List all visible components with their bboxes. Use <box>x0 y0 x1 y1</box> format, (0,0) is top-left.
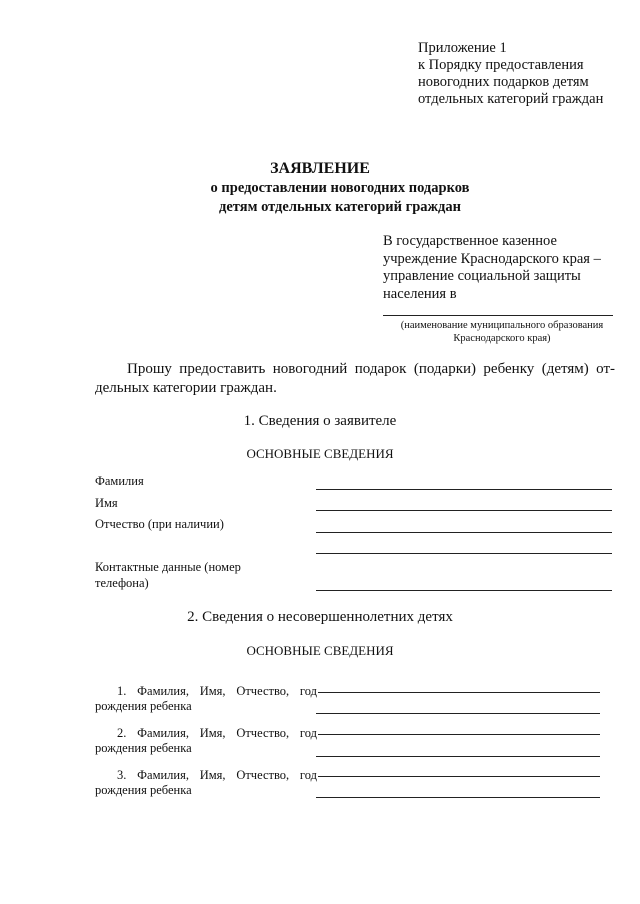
appendix-line: отдельных категорий граждан <box>418 91 604 107</box>
child-3-field-line-2[interactable] <box>316 797 600 798</box>
child-3-label <box>95 768 317 798</box>
recipient-line: управление социальной защиты <box>383 268 581 284</box>
child-label-line: рождения ребенка <box>95 699 192 713</box>
municipality-field-line[interactable] <box>383 315 613 316</box>
recipient-block <box>383 233 633 303</box>
appendix-line: новогодних подарков детям <box>418 74 589 90</box>
child-2-field-line[interactable] <box>318 734 600 735</box>
section1-heading: 1. Сведения о заявителе <box>243 413 397 429</box>
recipient-line: В государственное казенное <box>383 233 557 249</box>
name-label: Имя <box>95 496 118 510</box>
document-title: ЗАЯВЛЕНИЕ <box>270 160 370 177</box>
appendix-line: к Порядку предоставления <box>418 57 584 73</box>
child-label-line: рождения ребенка <box>95 783 192 797</box>
caption-line: (наименование муниципального образования <box>400 320 604 331</box>
name-field-line[interactable] <box>316 510 612 511</box>
child-1-label <box>95 684 317 714</box>
section2-heading: 2. Сведения о несовершеннолетних детях <box>187 609 453 625</box>
recipient-line: учреждение Краснодарского края – <box>383 250 601 267</box>
recipient-line: населения в <box>383 285 457 302</box>
child-label-line: 2. Фамилия, Имя, Отчество, год <box>117 726 317 740</box>
document-subtitle-line1: о предоставлении новогодних подарков <box>210 180 470 196</box>
caption-line: Краснодарского края) <box>453 333 551 344</box>
request-line: Прошу предоставить новогодний подарок (подарки) ребенку (детям) от- <box>127 361 615 377</box>
contact-label-line: телефона) <box>95 576 149 590</box>
extra-field-line[interactable] <box>316 553 612 554</box>
contact-label-line: Контактные данные (номер <box>95 560 241 574</box>
section2-subheading: ОСНОВНЫЕ СВЕДЕНИЯ <box>246 643 394 658</box>
request-line: дельных категории граждан. <box>95 380 277 396</box>
child-1-field-line-2[interactable] <box>316 713 600 714</box>
document-subtitle-line2: детям отдельных категорий граждан <box>219 199 461 215</box>
child-label-line: рождения ребенка <box>95 741 192 755</box>
child-2-label <box>95 726 317 756</box>
surname-label: Фамилия <box>95 474 144 488</box>
contact-label <box>95 559 241 591</box>
child-2-field-line-2[interactable] <box>316 756 600 757</box>
surname-field-line[interactable] <box>316 489 612 490</box>
municipality-caption <box>383 319 621 345</box>
contact-field-line[interactable] <box>316 590 612 591</box>
request-paragraph <box>95 360 615 398</box>
child-1-field-line[interactable] <box>318 692 600 693</box>
appendix-line: Приложение 1 <box>418 40 507 56</box>
section1-subheading: ОСНОВНЫЕ СВЕДЕНИЯ <box>246 446 394 461</box>
patronymic-label: Отчество (при наличии) <box>95 517 224 531</box>
child-label-line: 1. Фамилия, Имя, Отчество, год <box>117 684 317 698</box>
child-label-line: 3. Фамилия, Имя, Отчество, год <box>117 768 317 782</box>
patronymic-field-line[interactable] <box>316 532 612 533</box>
child-3-field-line[interactable] <box>318 776 600 777</box>
appendix-header <box>418 40 633 108</box>
